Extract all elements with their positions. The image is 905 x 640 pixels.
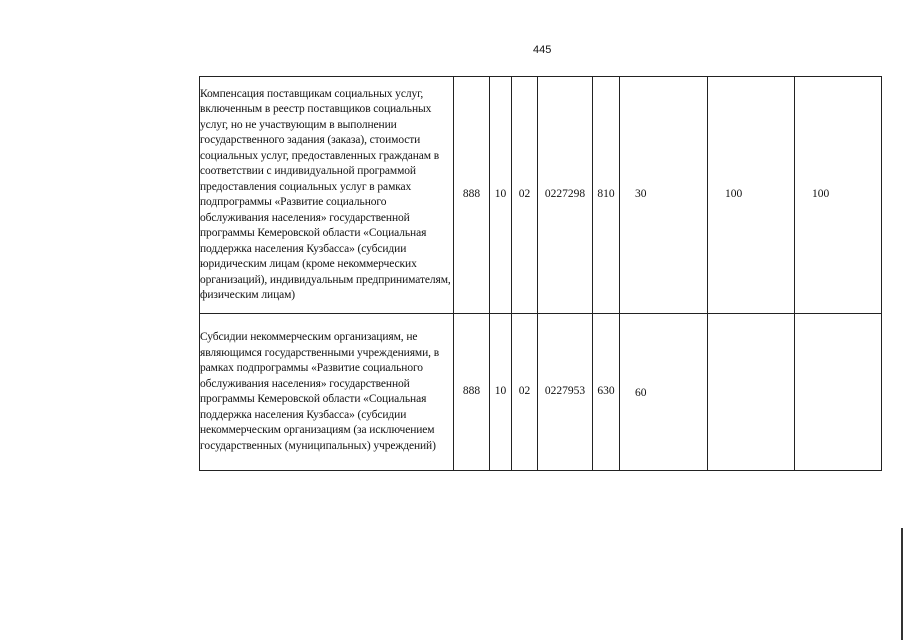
amount-value-2: 100 [725,188,743,201]
expense-type-code: 630 [593,314,620,471]
row-description: Субсидии некоммерческим организациям, не являющимся государственными учреждениями, в рамках подпрограммы «Развитие социального обслуживания населения» государственной программы Кемеровской области «Социальная поддержка населения Кузбасса» (субсидии некоммерческим организациям (за исключением государственных (муниципальных) учреждений) [200,314,454,471]
amount-cell-1 [620,314,708,471]
amount-cell-1 [620,77,708,314]
amount-cell-2 [708,77,795,314]
amount-cell-3 [795,77,882,314]
page-number: 445 [533,44,552,56]
row-description: Компенсация поставщикам социальных услуг, включенным в реестр поставщиков социальных услуг, но не участвующим в выполнении государственного задания (заказа), стоимости социальных услуг, предоставленных гражданам в соответствии с индивидуальной программой предоставления социальных услуг в рамках подпрограммы «Развитие социального обслуживания населения» государственной программы Кемеровской области «Социальная поддержка населения Кузбасса» (субсидии юридическим лицам (кроме некоммерческих организаций), индивидуальным предпринимателям, физическим лицам) [200,77,454,314]
ministry-code: 888 [454,314,490,471]
target-article-code: 0227953 [538,314,593,471]
table-row [200,314,882,471]
subsection-code: 02 [512,314,538,471]
table-row [200,77,882,314]
target-article-code: 0227298 [538,77,593,314]
amount-cell-2 [708,314,795,471]
amount-value-3: 100 [812,188,830,201]
section-code: 10 [490,77,512,314]
expense-type-code: 810 [593,77,620,314]
ministry-code: 888 [454,77,490,314]
amount-value-1: 30 [635,188,647,201]
scan-edge-line [901,528,903,640]
amount-value-1: 60 [635,387,647,399]
subsection-code: 02 [512,77,538,314]
section-code: 10 [490,314,512,471]
amount-cell-3 [795,314,882,471]
budget-table [199,76,882,471]
